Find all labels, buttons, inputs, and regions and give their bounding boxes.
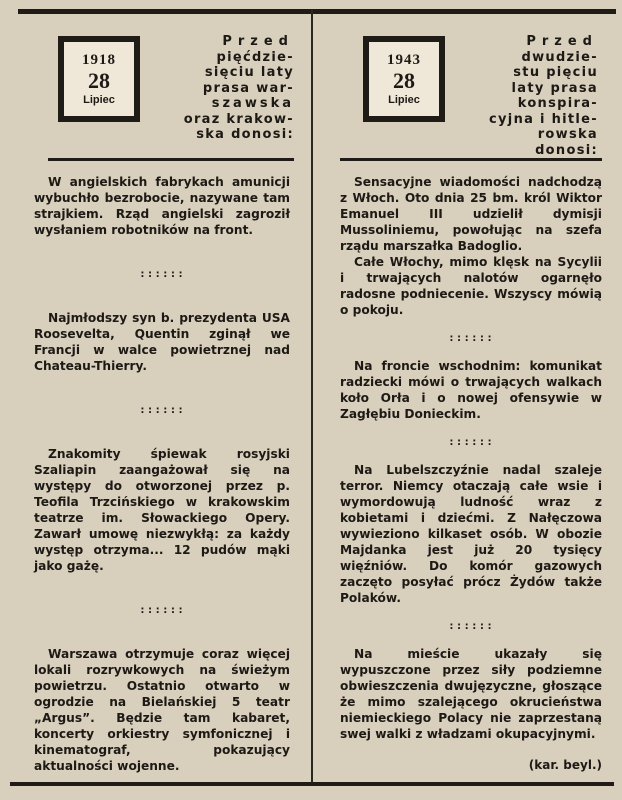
- news-item: Całe Włochy, mimo klęsk na Sycylii i trwających nalotów ogarnęło radosne podniecenie. Wszyscy mówią o pokoju.: [340, 255, 602, 317]
- date-day: 28: [393, 67, 415, 93]
- headline-line: cyjna i hitle-: [489, 111, 598, 127]
- headline-1918: [164, 34, 294, 143]
- headline-line: szawska: [211, 96, 294, 111]
- news-item: Na mieście ukazały się wypuszczone przez siły podziemne obwieszczenia dwujęzyczne, głoszące że mimo szalejącego okrucieństwa niemieckiego Polacy nie zaprzestaną swej walki z władzami okupacyjnymi.: [340, 647, 602, 741]
- headline-line: oraz krakow-: [183, 111, 294, 127]
- date-year: 1918: [82, 51, 116, 68]
- top-rule: [18, 9, 616, 14]
- news-item: Na froncie wschodnim: komunikat radziecki mówi o trwających walkach koło Orła i o nowej ofensywie w Zagłębiu Donieckim.: [340, 359, 602, 421]
- headline-line: laty prasa: [511, 80, 598, 96]
- news-item: Najmłodszy syn b. prezydenta USA Roosevelta, Quentin zginął we Francji w walce powietrznej nad Chateau-Thierry.: [34, 311, 290, 373]
- date-month: Lipiec: [83, 93, 115, 106]
- news-item: W angielskich fabrykach amunicji wybuchło bezrobocie, nazywane tam strajkiem. Rząd angielski zagroził wysłaniem robotników na front.: [34, 175, 290, 237]
- headline-line: stu pięciu: [513, 65, 598, 80]
- news-item: Warszawa otrzymuje coraz więcej lokali rozrywkowych na świeżym powietrzu. Ostatnio otwarto w ogrodzie na Bielańskiej 5 teatr „Argus”. Będzie tam kabaret, koncerty orkiestry symfonicznej i kinematograf, pokazujący aktualności wojenne.: [34, 647, 290, 773]
- news-items-1943: [340, 174, 602, 742]
- date-day: 28: [88, 67, 110, 93]
- bottom-rule: [10, 782, 614, 786]
- headline-line: rowska donosi:: [535, 127, 598, 158]
- header-1943: [330, 24, 612, 156]
- column-1943: [330, 24, 612, 741]
- headline-1943: [478, 34, 598, 158]
- news-items-1918: [34, 174, 290, 774]
- headline-line: konspira-: [517, 96, 598, 111]
- headline-line: Przed: [526, 34, 598, 49]
- date-box-1943: [363, 36, 445, 122]
- headline-line: pięćdzie-: [216, 49, 294, 65]
- header-rule: [48, 158, 294, 161]
- header-1918: [18, 24, 300, 156]
- headline-line: Przed: [222, 34, 294, 49]
- column-1918: [18, 24, 300, 773]
- separator: ::::::: [139, 603, 185, 616]
- separator: ::::::: [448, 619, 494, 632]
- separator: ::::::: [139, 267, 185, 280]
- date-month: Lipiec: [388, 93, 420, 106]
- column-divider: [311, 10, 313, 782]
- headline-line: sięciu laty: [204, 65, 294, 80]
- news-item: Sensacyjne wiadomości nadchodzą z Włoch. Oto dnia 25 bm. król Wiktor Emanuel III udzielił dymisji Mussoliniemu, powołując na szefa rządu marszałka Badoglio.: [340, 175, 602, 253]
- date-box-1918: [58, 36, 140, 122]
- news-item: Na Lubelszczyźnie nadal szaleje terror. Niemcy otaczają całe wsie i wymordowują ludność wraz z kobietami i dziećmi. Z Nałęczowa wywieziono kilkaset osób. W obozie Majdanka jest już 20 tysięcy więźniów. Do komór gazowych zaczęto posyłać prócz Żydów także Polaków.: [340, 463, 602, 605]
- author-signature: (kar. beyl.): [528, 758, 602, 772]
- headline-line: dwudzie-: [521, 49, 598, 65]
- news-item: Znakomity śpiewak rosyjski Szaliapin zaangażował się na występy do otworzonej przez p. Teofila Trzcińskiego w krakowskim teatrze im. Słowackiego Opery. Zawarł umowę niezwykłą: za każdy występ otrzyma... 12 pudów mąki jako gażę.: [34, 447, 290, 573]
- header-rule: [340, 158, 602, 161]
- separator: ::::::: [448, 435, 494, 448]
- separator: ::::::: [139, 403, 185, 416]
- headline-line: prasa war-: [202, 80, 294, 96]
- date-year: 1943: [387, 51, 421, 68]
- headline-line: ska donosi:: [196, 127, 294, 142]
- separator: ::::::: [448, 331, 494, 344]
